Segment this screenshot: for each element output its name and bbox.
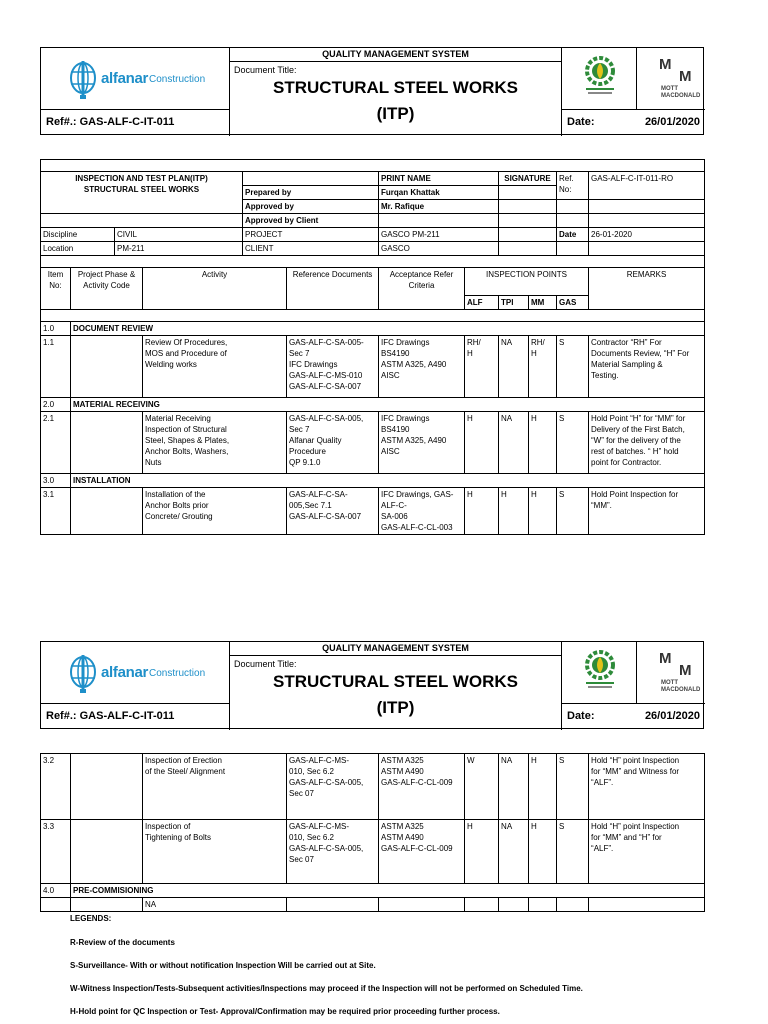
ref-value: GAS-ALF-C-IT-011-RO xyxy=(589,172,705,200)
signature-header: SIGNATURE xyxy=(499,172,557,186)
mm-letter-1: M xyxy=(659,650,672,667)
table-row: NA xyxy=(41,898,705,912)
date-field xyxy=(561,110,705,136)
col-remarks: REMARKS xyxy=(589,268,705,310)
alfanar-subtitle: Construction xyxy=(149,668,206,679)
table-row: 3.1 Installation of the Anchor Bolts prior Concrete/ Grouting GAS-ALF-C-SA- 005,Sec 7.1 GAS-ALF-C-SA-007 IFC Drawings, GAS-ALF-C- SA-006 GAS-ALF-C-CL-003 H H H S Hold Point Inspection for “MM”. xyxy=(41,488,705,535)
date-label: Date: xyxy=(567,710,595,722)
col-alf: ALF xyxy=(465,296,499,310)
legend-review: R-Review of the documents xyxy=(70,938,175,947)
project-value: GASCO PM-211 xyxy=(379,228,499,242)
prepared-by-name: Furqan Khattak xyxy=(379,186,499,200)
col-inspection-points: INSPECTION POINTS xyxy=(465,268,589,296)
ref-number: Ref#.: GAS-ALF-C-IT-011 xyxy=(41,704,230,730)
print-name-header: PRINT NAME xyxy=(379,172,499,186)
legends-title: LEGENDS: xyxy=(70,914,112,923)
mm-text: MOTT MACDONALD xyxy=(661,86,701,99)
gasco-logo xyxy=(561,642,637,704)
table-row: 3.3 Inspection of Tightening of Bolts GAS-ALF-C-MS- 010, Sec 6.2 GAS-ALF-C-SA-005, Sec 07 ASTM A325 ASTM A490 GAS-ALF-C-CL-009 H NA H S Hold “H” point Inspection for “MM” and “H” for “ALF”. xyxy=(41,820,705,884)
approved-by-client-label: Approved by Client xyxy=(243,214,379,228)
qms-title: QUALITY MANAGEMENT SYSTEM xyxy=(230,642,561,656)
page-title: STRUCTURAL STEEL WORKS xyxy=(273,672,518,691)
col-tpi: TPI xyxy=(499,296,529,310)
discipline-value: CIVIL xyxy=(115,228,243,242)
document-title-label: Document Title: xyxy=(234,65,297,75)
approved-by-label: Approved by xyxy=(243,200,379,214)
mm-text: MOTT MACDONALD xyxy=(661,680,701,693)
legend-hold: H-Hold point for QC Inspection or Test- Approval/Confirmation may be required prior proceeding further process. xyxy=(70,1007,500,1016)
document-header-1 xyxy=(40,47,704,135)
col-gas: GAS xyxy=(557,296,589,310)
alfanar-logo xyxy=(41,48,230,110)
alfanar-wordmark: alfanar xyxy=(101,70,149,87)
col-activity: Activity xyxy=(143,268,287,310)
itp-table-2 xyxy=(40,753,705,912)
legend-witness: W-Witness Inspection/Tests-Subsequent activities/Inspections may proceed if the Inspection will not be performed on Scheduled Time. xyxy=(70,984,583,993)
date-value: 26/01/2020 xyxy=(644,116,700,128)
section-no: 3.0 xyxy=(41,474,71,488)
alfanar-logo xyxy=(41,642,230,704)
alfanar-globe-icon xyxy=(67,652,99,694)
alfanar-subtitle: Construction xyxy=(149,74,206,85)
section-title: MATERIAL RECEIVING xyxy=(71,398,705,412)
date-field xyxy=(561,704,705,730)
qms-title: QUALITY MANAGEMENT SYSTEM xyxy=(230,48,561,62)
section-title: PRE-COMMISIONING xyxy=(71,884,705,898)
prepared-by-label: Prepared by xyxy=(243,186,379,200)
col-phase: Project Phase & Activity Code xyxy=(71,268,143,310)
itp-table-1 xyxy=(40,159,705,535)
date-label-2: Date xyxy=(557,228,589,242)
mm-letter-1: M xyxy=(659,56,672,73)
section-no: 4.0 xyxy=(41,884,71,898)
date-label: Date: xyxy=(567,116,595,128)
gasco-emblem-icon xyxy=(582,648,618,692)
alfanar-globe-icon xyxy=(67,58,99,100)
page-title: STRUCTURAL STEEL WORKS xyxy=(273,78,518,97)
ref-label: Ref. No: xyxy=(557,172,589,200)
col-ref-docs: Reference Documents xyxy=(287,268,379,310)
client-label: CLIENT xyxy=(243,242,379,256)
col-item-no: Item No: xyxy=(41,268,71,310)
date-value-2: 26-01-2020 xyxy=(589,228,705,242)
mm-letter-2: M xyxy=(679,68,692,85)
section-no: 1.0 xyxy=(41,322,71,336)
col-criteria: Acceptance Refer Criteria xyxy=(379,268,465,310)
gasco-emblem-icon xyxy=(582,54,618,98)
legend-surveillance: S-Surveillance- With or without notification Inspection Will be carried out at Site. xyxy=(70,961,376,970)
discipline-label: Discipline xyxy=(41,228,115,242)
project-label: PROJECT xyxy=(243,228,379,242)
document-title-label: Document Title: xyxy=(234,659,297,669)
section-title: INSTALLATION xyxy=(71,474,705,488)
alfanar-wordmark: alfanar xyxy=(101,664,149,681)
date-value: 26/01/2020 xyxy=(644,710,700,722)
location-value: PM-211 xyxy=(115,242,243,256)
location-label: Location xyxy=(41,242,115,256)
table-row: 3.2 Inspection of Erection of the Steel/ Alignment GAS-ALF-C-MS- 010, Sec 6.2 GAS-ALF-C-SA-005, Sec 07 ASTM A325 ASTM A490 GAS-ALF-C-CL-009 W NA H S Hold “H” point Inspection for “MM” and Witness for “ALF”. xyxy=(41,754,705,820)
page-subtitle: (ITP) xyxy=(376,104,415,123)
mott-macdonald-logo xyxy=(637,48,705,110)
plan-title: INSPECTION AND TEST PLAN(ITP) STRUCTURAL STEEL WORKS xyxy=(41,172,243,214)
col-mm: MM xyxy=(529,296,557,310)
page-subtitle: (ITP) xyxy=(376,698,415,717)
section-title: DOCUMENT REVIEW xyxy=(71,322,705,336)
ref-number: Ref#.: GAS-ALF-C-IT-011 xyxy=(41,110,230,136)
approved-by-name: Mr. Rafique xyxy=(379,200,499,214)
client-value: GASCO xyxy=(379,242,499,256)
table-row: 2.1 Material Receiving Inspection of Structural Steel, Shapes & Plates, Anchor Bolts, Washers, Nuts GAS-ALF-C-SA-005, Sec 7 Alfanar Quality Procedure QP 9.1.0 IFC Drawings BS4190 ASTM A325, A490 AISC H NA H S Hold Point “H” for “MM” for Delivery of the First Batch, “W” for the delivery of the rest of batches. “ H” hold point for Contractor. xyxy=(41,412,705,474)
section-no: 2.0 xyxy=(41,398,71,412)
gasco-logo xyxy=(561,48,637,110)
table-row: 1.1 Review Of Procedures, MOS and Procedure of Welding works GAS-ALF-C-SA-005- Sec 7 IFC Drawings GAS-ALF-C-MS-010 GAS-ALF-C-SA-007 IFC Drawings BS4190 ASTM A325, A490 AISC RH/ H NA RH/ H S Contractor “RH” For Documents Review, “H” For Material Sampling & Testing. xyxy=(41,336,705,398)
mott-macdonald-logo xyxy=(637,642,705,704)
mm-letter-2: M xyxy=(679,662,692,679)
document-header-2 xyxy=(40,641,704,729)
